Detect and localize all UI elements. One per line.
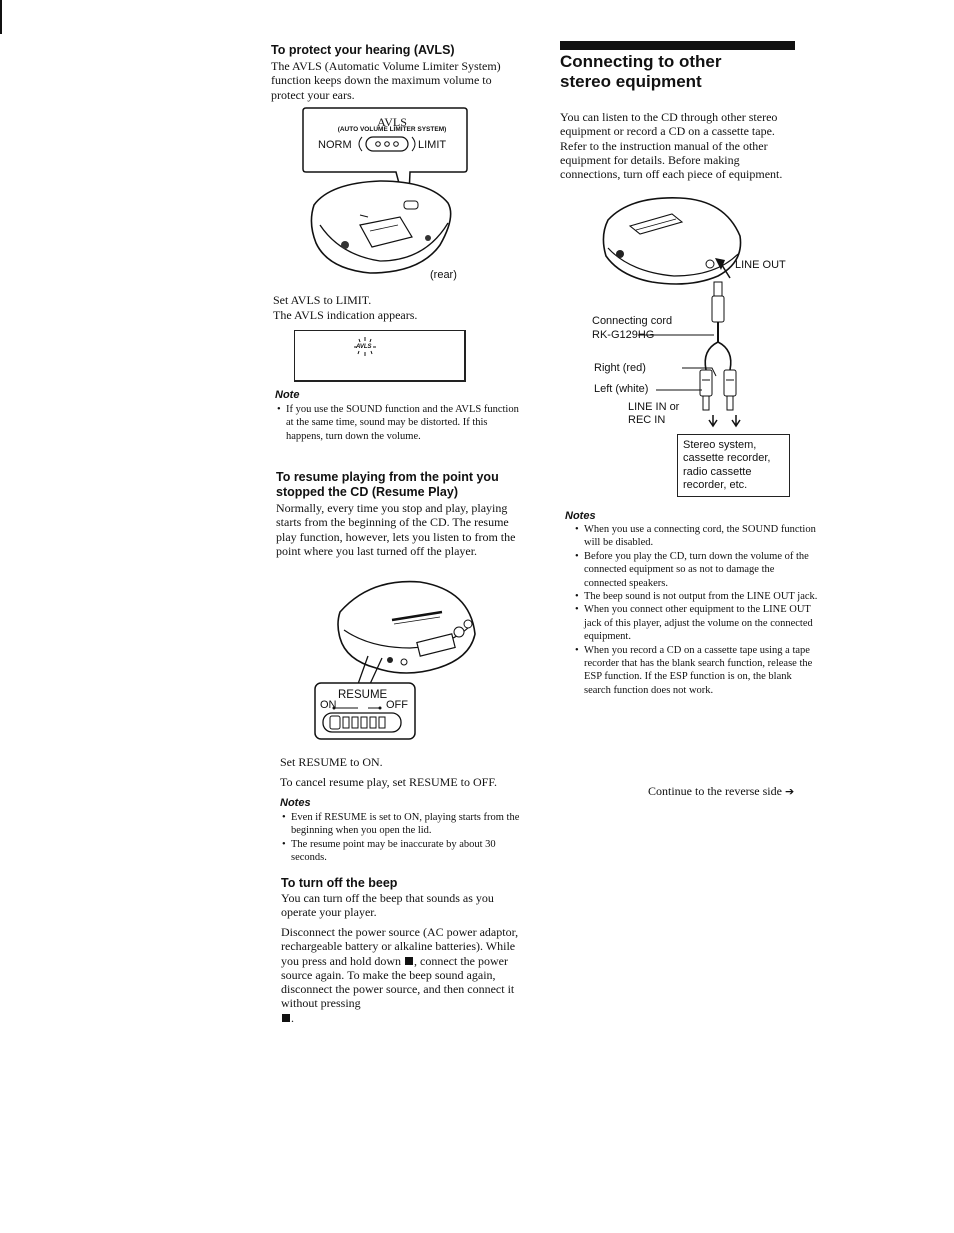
resume-notes [281,811,526,865]
left-white-label: Left (white) [594,383,649,395]
connecting-note-item: • The beep sound is not output from the LINE OUT jack. [584,590,819,603]
beep-heading: To turn off the beep [281,876,398,890]
avls-panel-title: AVLS [377,115,407,129]
avls-note-item: • If you use the SOUND function and the AVLS function at the same time, sound may be distorted. If this happens, turn down the volume. [286,403,521,443]
avls-body: The AVLS (Automatic Volume Limiter System) function keeps down the maximum volume to protect your ears. [271,59,501,102]
right-arrow-icon: ➔ [784,785,795,798]
equipment-box: Stereo system, cassette recorder, radio cassette recorder, etc. [677,434,790,497]
resume-cancel: To cancel resume play, set RESUME to OFF. [280,775,498,789]
stop-button-icon [282,1014,290,1022]
right-red-label: Right (red) [594,362,646,374]
resume-on-label: ON [320,699,337,711]
resume-note-item: • Even if RESUME is set to ON, playing starts from the beginning when you open the lid. [291,811,526,838]
avls-appears: The AVLS indication appears. [273,308,418,322]
avls-display-text: AVLS [356,344,372,350]
avls-panel-subtitle: (AUTO VOLUME LIMITER SYSTEM) [337,126,447,133]
connecting-note-item: • When you connect other equipment to the LINE OUT jack of this player, adjust the volume on the connected equipment. [584,603,819,643]
stop-button-icon [405,957,413,965]
scan-edge-mark [0,0,2,34]
beep-body-2b: , connect the power source again. To make the beep sound again, disconnect the power source, and then connect it without pressing [281,953,515,1011]
avls-norm-label: NORM [318,139,352,151]
avls-heading: To protect your hearing (AVLS) [271,43,455,57]
resume-illustration [310,576,485,742]
connecting-heading-line-1: Connecting to other [560,52,722,71]
resume-instruction: Set RESUME to ON. [280,755,383,769]
continue-text: Continue to the reverse side [648,784,782,798]
rear-label: (rear) [430,269,457,281]
avls-display-panel [294,330,466,382]
resume-note-item: • The resume point may be inaccurate by about 30 seconds. [291,838,526,865]
avls-note-heading: Note [275,389,300,401]
connecting-note-item: • When you record a CD on a cassette tape using a tape recorder that has the blank search function, release the ESP function. If the ESP function is on, the blank search function does not work. [584,644,819,698]
avls-instruction: Set AVLS to LIMIT. [273,293,372,307]
resume-body: Normally, every time you stop and play, playing starts from the beginning of the CD. The resume play function, however, lets you listen to from the point where you last turned off the player. [276,501,516,558]
connecting-intro: You can listen to the CD through other stereo equipment or record a CD on a cassette tape. Refer to the instruction manual of the other equipment for details. Before making connections, turn off each piece of equipment. [560,110,783,182]
connecting-heading-line-2: stereo equipment [560,72,702,91]
connecting-heading [560,52,721,92]
avls-limit-label: LIMIT [418,139,447,151]
avls-notes [276,403,521,443]
cord-model-label: RK-G129HG [592,329,655,341]
line-in-label: LINE IN or [628,401,680,413]
connecting-note-item: • When you use a connecting cord, the SOUND function will be disabled. [584,523,819,550]
rec-in-label: REC IN [628,414,666,426]
section-rule [560,41,795,50]
resume-panel-title: RESUME [338,689,388,701]
connecting-notes [574,523,819,697]
line-out-label: LINE OUT [735,259,786,271]
connecting-notes-heading: Notes [565,510,596,522]
beep-body-2c: . [291,1010,294,1025]
resume-notes-heading: Notes [280,797,311,809]
beep-body-2 [281,925,521,1025]
beep-body-2a: Disconnect the power source (AC power adaptor, rechargeable battery or alkaline batteries). While you press and hold down [281,925,519,968]
cord-label: Connecting cord [592,315,673,327]
resume-heading: To resume playing from the point you stopped the CD (Resume Play) [276,470,499,499]
resume-off-label: OFF [386,699,408,711]
continue-reverse [648,784,794,799]
beep-body-1: You can turn off the beep that sounds as you operate your player. [281,891,494,920]
connecting-note-item: • Before you play the CD, turn down the volume of the connected equipment so as not to damage the connected speakers. [584,550,819,590]
